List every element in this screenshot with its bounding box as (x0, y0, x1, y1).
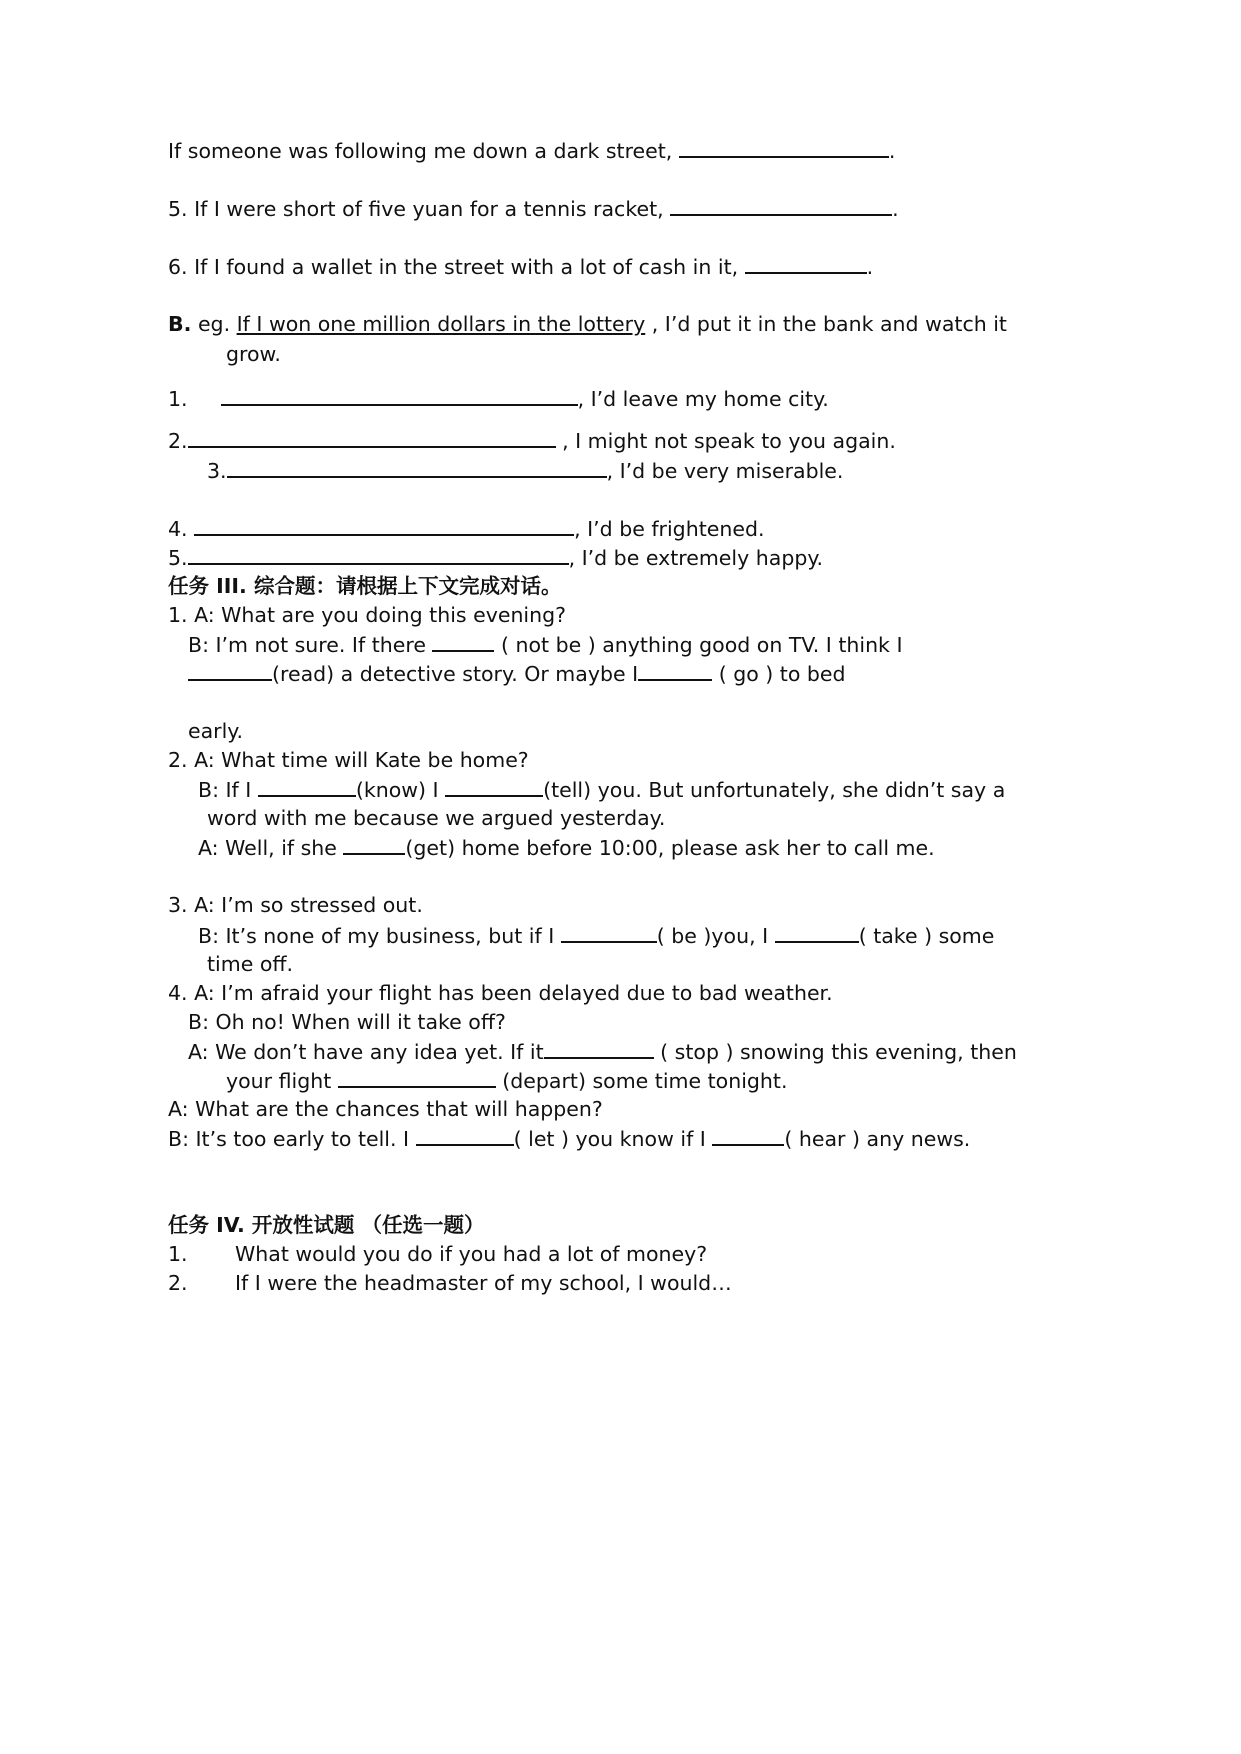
answer-blank[interactable] (258, 775, 356, 797)
task-4-item-2: 2. (168, 1271, 188, 1295)
answer-blank[interactable] (221, 384, 578, 406)
task-4-item-1-text: What would you do if you had a lot of money? (235, 1242, 708, 1266)
part-b-item-2: 2. , I might not speak to you again. (168, 426, 896, 455)
answer-blank[interactable] (745, 252, 867, 274)
question-text: If someone was following me down a dark street, (168, 139, 679, 163)
dialogue-3-b: B: It’s none of my business, but if I ( be )you, I ( take ) some (198, 921, 994, 950)
part-b-item-3: 3. , I’d be very miserable. (207, 456, 843, 485)
answer-blank[interactable] (670, 194, 892, 216)
part-b-example-cont: grow. (226, 342, 281, 366)
task-4-item-1: 1. (168, 1242, 188, 1266)
answer-blank[interactable] (544, 1037, 654, 1059)
dialogue-2-a: 2. A: What time will Kate be home? (168, 748, 529, 772)
answer-blank[interactable] (432, 630, 494, 652)
dialogue-1-b-cont: (read) a detective story. Or maybe I ( go ) to bed (188, 659, 846, 688)
task-4-heading: 任务 IV. 开放性试题 （任选一题） (168, 1213, 485, 1237)
dialogue-1-b-end: early. (188, 719, 244, 743)
question-text: 6. If I found a wallet in the street with a lot of cash in it, (168, 255, 745, 279)
answer-blank[interactable] (227, 456, 607, 478)
dialogue-2-b-cont: word with me because we argued yesterday. (207, 806, 666, 830)
example-underlined: If I won one million dollars in the lottery (236, 312, 646, 336)
dialogue-2-b: B: If I (know) I (tell) you. But unfortunately, she didn’t say a (198, 775, 1005, 804)
dialogue-4-b2: B: It’s too early to tell. I ( let ) you know if I ( hear ) any news. (168, 1124, 970, 1153)
question-text: 5. If I were short of five yuan for a tennis racket, (168, 197, 671, 221)
dialogue-4-a4: A: What are the chances that will happen? (168, 1097, 603, 1121)
part-b-marker: B. (168, 312, 192, 336)
answer-blank[interactable] (638, 659, 712, 681)
question-4: If someone was following me down a dark street, . (168, 136, 895, 165)
part-b-example: B. eg. If I won one million dollars in the lottery , I’d put it in the bank and watch it (168, 312, 1007, 336)
answer-blank[interactable] (679, 136, 889, 158)
task-4-item-2-text: If I were the headmaster of my school, I would… (235, 1271, 732, 1295)
dialogue-4-a: 4. A: I’m afraid your flight has been delayed due to bad weather. (168, 981, 833, 1005)
answer-blank[interactable] (188, 426, 556, 448)
answer-blank[interactable] (775, 921, 859, 943)
dialogue-1-a: 1. A: What are you doing this evening? (168, 603, 567, 627)
answer-blank[interactable] (561, 921, 657, 943)
part-b-item-1: 1. , I’d leave my home city. (168, 384, 829, 413)
answer-blank[interactable] (194, 514, 574, 536)
answer-blank[interactable] (338, 1066, 496, 1088)
question-6: 6. If I found a wallet in the street with a lot of cash in it, . (168, 252, 873, 281)
answer-blank[interactable] (343, 833, 405, 855)
dialogue-3-b-cont: time off. (207, 952, 294, 976)
dialogue-2-a2: A: Well, if she (get) home before 10:00, please ask her to call me. (198, 833, 935, 862)
dialogue-4-a3: your flight (depart) some time tonight. (226, 1066, 787, 1095)
dialogue-1-b: B: I’m not sure. If there ( not be ) anything good on TV. I think I (188, 630, 903, 659)
dialogue-4-a2: A: We don’t have any idea yet. If it ( stop ) snowing this evening, then (188, 1037, 1017, 1066)
dialogue-3-a: 3. A: I’m so stressed out. (168, 893, 423, 917)
answer-blank[interactable] (445, 775, 543, 797)
part-b-item-5: 5. , I’d be extremely happy. (168, 543, 823, 572)
task-3-heading: 任务 III. 综合题：请根据上下文完成对话。 (168, 574, 562, 598)
answer-blank[interactable] (416, 1124, 514, 1146)
answer-blank[interactable] (188, 543, 569, 565)
dialogue-4-b: B: Oh no! When will it take off? (188, 1010, 506, 1034)
question-5: 5. If I were short of five yuan for a tennis racket, . (168, 194, 899, 223)
answer-blank[interactable] (188, 659, 272, 681)
answer-blank[interactable] (712, 1124, 784, 1146)
part-b-item-4: 4. , I’d be frightened. (168, 514, 764, 543)
